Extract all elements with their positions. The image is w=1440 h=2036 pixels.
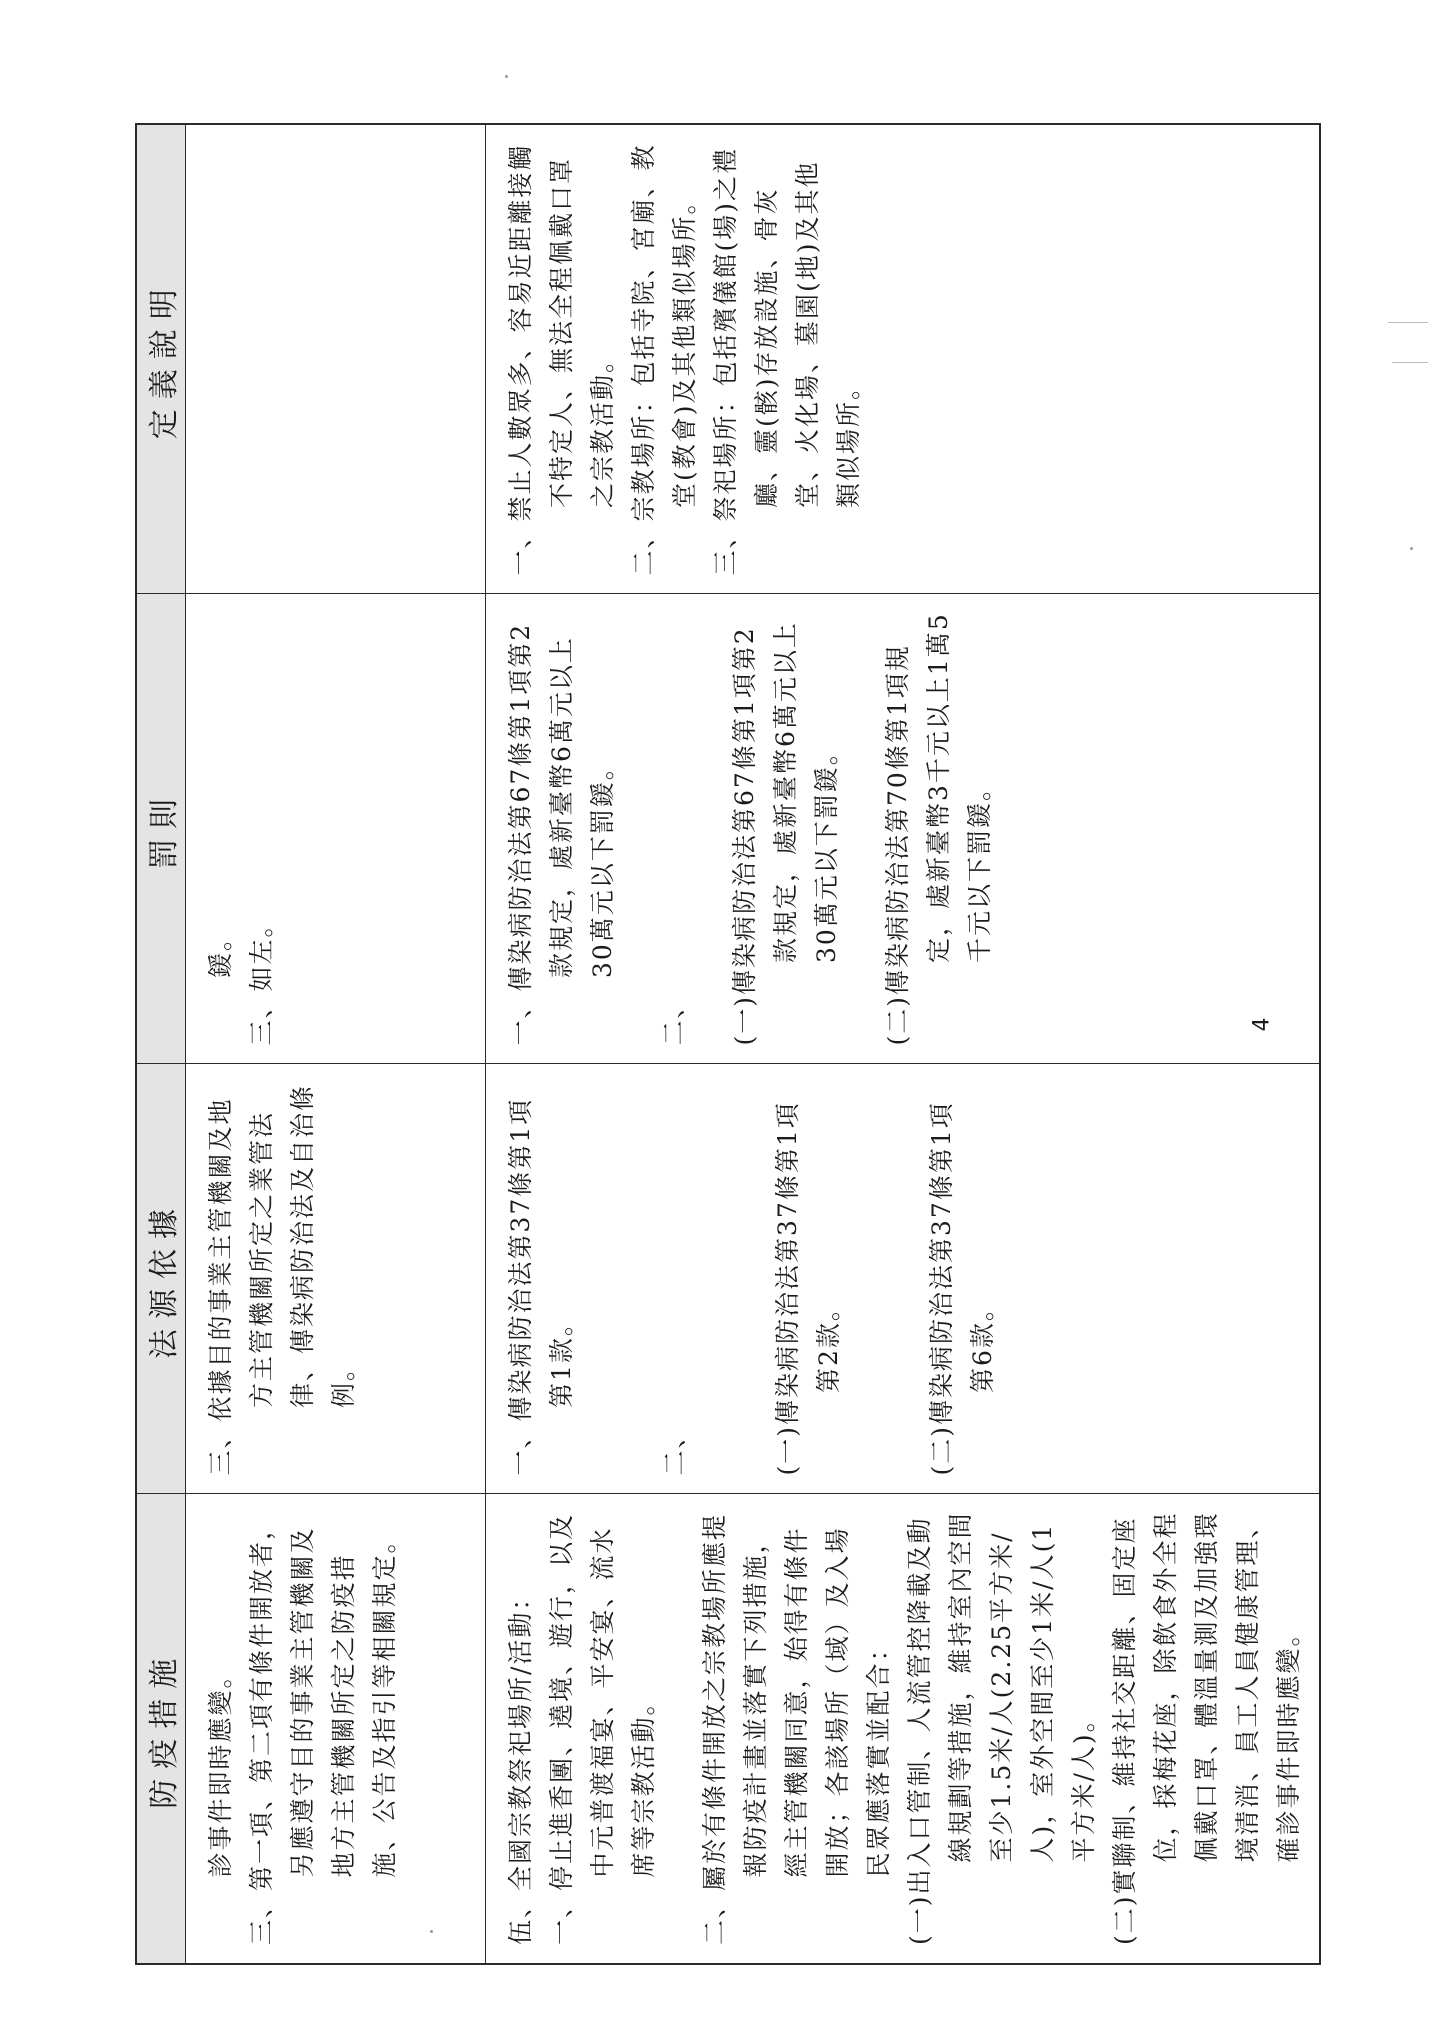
scan-speck: [430, 1930, 433, 1933]
spacer: [695, 1079, 767, 1476]
list-item: 鍰。: [206, 923, 235, 978]
spacer: [849, 1079, 921, 1476]
spacer: [694, 609, 724, 1046]
scan-speck: [1410, 547, 1413, 550]
spacer: [623, 609, 653, 1046]
scan-speck: [505, 75, 508, 78]
header-measures: 防疫措施: [136, 1494, 186, 1964]
list-item: (一)傳染病防治法第67條第1項第2款規定，處新臺幣6萬元以上30萬元以下罰鍰。: [730, 621, 841, 1046]
table-row: [186, 124, 486, 1964]
cell-definition: [186, 124, 486, 594]
list-item: 三、依據目的事業主管機關及地方主管機關所定之業管法律、傳染病防治法及自治條例。: [206, 1083, 358, 1476]
list-item: 二、: [660, 1421, 689, 1476]
list-item: (二)傳染病防治法第70條第1項規定，處新臺幣3千元以上1萬5千元以下罰鍰。: [883, 612, 994, 1046]
scan-mark: [1392, 362, 1428, 363]
header-legal-basis: 法源依據: [136, 1064, 186, 1494]
list-item: (一)傳染病防治法第37條第1項第2款。: [773, 1101, 843, 1476]
table-row: [486, 124, 1321, 1964]
cell-definition: [486, 124, 1321, 594]
spacer: [582, 1079, 654, 1476]
list-item: (二)實聯制、維持社交距離、固定座位，採梅花座，除飲食外全程佩戴口罩、體溫量測及加強環境清消、員工人員健康管理、確診事件即時應變。: [1110, 1511, 1303, 1945]
list-item: 一、傳染病防治法第67條第1項第2款規定，處新臺幣6萬元以上30萬元以下罰鍰。: [506, 622, 617, 1046]
list-item: (一)出入口管制、人流管控降載及動線規劃等措施，維持室內空間至少1.5米/人(2.25平方米/人)，室外空間至少1米/人(1平方米/人)。: [905, 1511, 1098, 1945]
list-item: 二、宗教場所：包括寺院、宮廟、教堂(教會)及其他類似場所。: [629, 143, 699, 576]
header-definition: 定義說明: [136, 124, 186, 594]
cell-legal: [186, 1064, 486, 1494]
section-heading: 伍、全國宗教祭祀場所/活動：: [506, 1583, 535, 1945]
cell-measures: [186, 1494, 486, 1964]
page-number: 4: [1249, 1017, 1275, 1032]
list-item: 二、屬於有條件開放之宗教場所應提報防疫計畫並落實下列措施，經主管機關同意，始得有條件開放；各該場所（域）及入場民眾應落實並配合：: [700, 1512, 893, 1945]
header-row: [136, 124, 186, 1964]
list-item: 二、: [659, 991, 688, 1046]
rotated-page: [135, 125, 1303, 1965]
cell-penalty: [186, 594, 486, 1064]
list-item: 三、祭祀場所：包括殯儀館(場)之禮廳、靈(骸)存放設施、骨灰堂、火化場、墓園(地)及其他類似場所。: [711, 146, 863, 576]
cell-legal: [486, 1064, 1321, 1494]
cell-measures: [486, 1494, 1321, 1964]
spacer: [847, 609, 877, 1046]
list-item: (二)傳染病防治法第37條第1項第6款。: [927, 1101, 997, 1476]
list-item: 診事件即時應變。: [206, 1661, 235, 1878]
scan-mark: [1388, 322, 1428, 323]
cell-penalty: [486, 594, 1321, 1064]
list-item: 三、第一項、第二項有條件開放者，另應遵守目的事業主管機關及地方主管機關所定之防疫措施、公告及指引等相關規定。: [247, 1512, 399, 1945]
regulation-table: [135, 123, 1321, 1965]
list-item: 三、如左。: [247, 910, 276, 1046]
list-item: 一、停止進香團、遶境、遊行，以及中元普渡福宴、平安宴、流水席等宗教活動。: [547, 1512, 658, 1945]
list-item: 一、傳染病防治法第37條第1項第1款。: [506, 1097, 576, 1476]
spacer: [664, 1509, 694, 1946]
list-item: 一、禁止人數眾多、容易近距離接觸不特定人、無法全程佩戴口罩之宗教活動。: [506, 143, 617, 576]
header-penalty: 罰則: [136, 594, 186, 1064]
